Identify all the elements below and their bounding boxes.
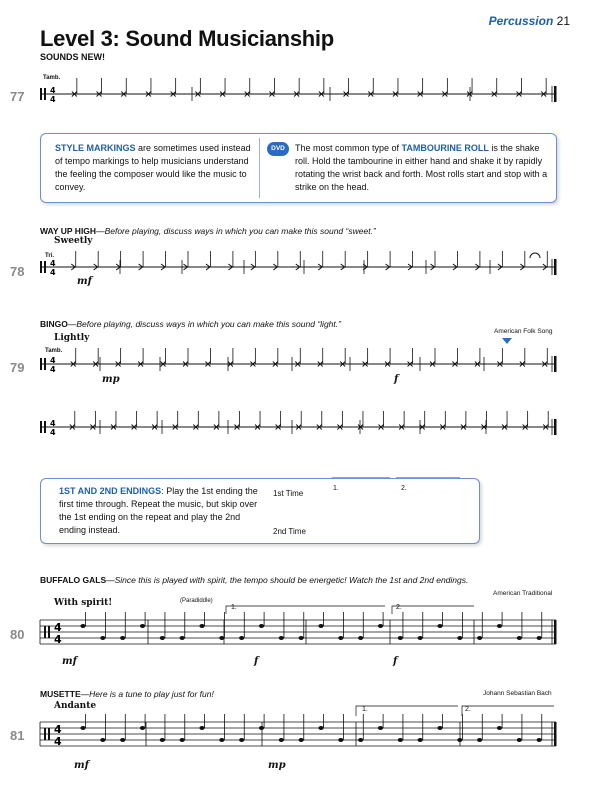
page-title: Level 3: Sound Musicianship bbox=[40, 26, 334, 51]
tambourine-roll-term: TAMBOURINE ROLL bbox=[401, 143, 489, 153]
second-time-label: 2nd Time bbox=[273, 527, 306, 536]
exercise-title-80 bbox=[40, 575, 468, 585]
box-divider bbox=[259, 138, 260, 198]
endings-text bbox=[59, 485, 269, 537]
final-barline-81 bbox=[554, 722, 557, 746]
tamb-text-after: is the shake roll. Hold the tambourine in either hand and shake it by rapidly rotating the wrist back and forth. Most rolls start and stop with a strike on the head. bbox=[295, 143, 548, 192]
page-number: 21 bbox=[556, 14, 570, 28]
composer-79: American Folk Song bbox=[494, 328, 553, 335]
notehead-80 bbox=[497, 624, 502, 628]
dynamic-79-f: f bbox=[394, 374, 399, 385]
ending-bracket-81-2 bbox=[462, 706, 554, 716]
notehead-80 bbox=[199, 624, 204, 628]
time-sig-78: 4 bbox=[50, 268, 56, 277]
time-sig-79b: 4 bbox=[50, 419, 56, 428]
notehead-80 bbox=[437, 624, 442, 628]
notehead-81 bbox=[199, 726, 204, 730]
tamb-text-before: The most common type of bbox=[295, 143, 402, 153]
dynamic-78: mf bbox=[77, 276, 92, 287]
paradiddle-annotation: (Paradiddle) bbox=[180, 598, 213, 604]
notehead-81 bbox=[517, 738, 522, 742]
ending-1-label: 1. bbox=[333, 485, 339, 492]
perc-clef-78 bbox=[40, 261, 42, 273]
style-markings-body: are sometimes used instead of tempo markings to help musicians understand the feeling the composer would like the music to convey. bbox=[55, 143, 251, 192]
time-sig-77: 4 bbox=[50, 95, 56, 104]
notehead-81 bbox=[239, 738, 244, 742]
tempo-78: Sweetly bbox=[54, 236, 93, 246]
notehead-81 bbox=[537, 738, 542, 742]
triangle-marker-icon bbox=[502, 338, 512, 344]
notehead-80 bbox=[477, 636, 482, 640]
notehead-80 bbox=[378, 624, 383, 628]
notehead-80 bbox=[358, 636, 363, 640]
notehead-80 bbox=[160, 636, 165, 640]
notehead-81 bbox=[259, 726, 264, 730]
song-title-79: BINGO bbox=[40, 319, 68, 329]
perc-clef-80 bbox=[44, 626, 46, 638]
instrument-label-78: Tri. bbox=[45, 253, 55, 259]
perc-clef-81 bbox=[44, 728, 46, 740]
notehead-81 bbox=[140, 726, 145, 730]
final-barline-79a bbox=[554, 356, 557, 372]
notehead-80 bbox=[259, 624, 264, 628]
perc-clef-79a bbox=[44, 358, 46, 370]
notehead-81 bbox=[100, 738, 105, 742]
notehead-81 bbox=[338, 738, 343, 742]
time-sig-80: 4 bbox=[54, 621, 62, 634]
song-desc-79: —Before playing, discuss ways in which you can make this sound “light.” bbox=[67, 319, 341, 329]
instrument-label-77: Tamb. bbox=[43, 75, 61, 81]
tempo-79: Lightly bbox=[54, 333, 90, 343]
endings-body: : Play the 1st ending the first time through. Repeat the music, but skip over the 1st ending on the repeat and play the 2nd ending instead. bbox=[59, 486, 258, 535]
dvd-icon: DVD bbox=[267, 142, 289, 156]
notehead-81 bbox=[80, 726, 85, 730]
notehead-81 bbox=[457, 738, 462, 742]
perc-clef-79b bbox=[40, 421, 42, 433]
notehead-81 bbox=[477, 738, 482, 742]
page-subtitle: SOUNDS NEW! bbox=[40, 52, 105, 62]
song-title-81: MUSETTE bbox=[40, 689, 81, 699]
notehead-80 bbox=[180, 636, 185, 640]
notehead-80 bbox=[537, 636, 542, 640]
song-desc-80: —Since this is played with spirit, the tempo should be energetic! Watch the 1st and 2nd endings. bbox=[106, 575, 469, 585]
perc-clef-77 bbox=[40, 88, 42, 100]
first-time-label: 1st Time bbox=[273, 489, 304, 498]
notehead-80 bbox=[219, 636, 224, 640]
notehead-81 bbox=[437, 726, 442, 730]
notehead-80 bbox=[100, 636, 105, 640]
composer-80: American Traditional bbox=[493, 590, 553, 597]
style-markings-box bbox=[40, 133, 557, 203]
notehead-80 bbox=[398, 636, 403, 640]
notehead-80 bbox=[318, 624, 323, 628]
notehead-81 bbox=[299, 738, 304, 742]
notehead-80 bbox=[279, 636, 284, 640]
perc-clef-79a bbox=[40, 358, 42, 370]
dynamic-81-mf: mf bbox=[74, 760, 89, 771]
time-sig-81: 4 bbox=[54, 735, 62, 748]
notehead-80 bbox=[140, 624, 145, 628]
dynamic-81-mp: mp bbox=[268, 760, 286, 771]
notehead-81 bbox=[219, 738, 224, 742]
tempo-81: Andante bbox=[54, 701, 97, 711]
perc-clef-78 bbox=[44, 261, 46, 273]
perc-clef-79b bbox=[44, 421, 46, 433]
perc-clef-77 bbox=[44, 88, 46, 100]
style-markings-term: STYLE MARKINGS bbox=[55, 143, 136, 153]
instrument-label-79: Tamb. bbox=[45, 348, 63, 354]
time-sig-80: 4 bbox=[54, 633, 62, 646]
composer-81: Johann Sebastian Bach bbox=[483, 690, 552, 697]
song-title-78: WAY UP HIGH bbox=[40, 226, 97, 236]
time-sig-79b: 4 bbox=[50, 428, 56, 437]
notehead-81 bbox=[180, 738, 185, 742]
exercise-number-77: 77 bbox=[10, 89, 25, 104]
ending-bracket-80-2 bbox=[392, 606, 474, 614]
notehead-80 bbox=[517, 636, 522, 640]
tempo-80: With spirit! bbox=[54, 598, 113, 608]
notehead-81 bbox=[378, 726, 383, 730]
exercise-number-79: 79 bbox=[10, 360, 25, 375]
ending-2-81: 2. bbox=[465, 706, 471, 713]
ending-2-label: 2. bbox=[401, 485, 407, 492]
song-desc-78: —Before playing, discuss ways in which you can make this sound “sweet.” bbox=[96, 226, 376, 236]
time-sig-79a: 4 bbox=[50, 365, 56, 374]
notehead-81 bbox=[418, 738, 423, 742]
time-sig-79a: 4 bbox=[50, 356, 56, 365]
notehead-81 bbox=[160, 738, 165, 742]
fermata-icon bbox=[530, 253, 540, 258]
exercise-title-78 bbox=[40, 226, 376, 236]
ending-1-81: 1. bbox=[362, 706, 368, 713]
dynamic-80-f1: f bbox=[254, 656, 259, 667]
time-sig-77: 4 bbox=[50, 86, 56, 95]
endings-box bbox=[40, 478, 480, 544]
time-sig-81: 4 bbox=[54, 723, 62, 736]
ending-bracket-80-1 bbox=[226, 606, 385, 614]
notehead-81 bbox=[497, 726, 502, 730]
endings-heading: 1ST AND 2ND ENDINGS bbox=[59, 486, 162, 496]
song-desc-81: —Here is a tune to play just for fun! bbox=[80, 689, 214, 699]
ending-1-80: 1. bbox=[231, 604, 237, 611]
ending-2-80: 2. bbox=[396, 604, 402, 611]
final-barline-80 bbox=[554, 620, 557, 644]
notehead-81 bbox=[398, 738, 403, 742]
style-markings-text bbox=[55, 142, 255, 194]
notehead-80 bbox=[120, 636, 125, 640]
tambourine-roll-text bbox=[295, 142, 555, 194]
exercise-number-81: 81 bbox=[10, 728, 25, 743]
notehead-81 bbox=[358, 738, 363, 742]
exercise-title-81 bbox=[40, 689, 214, 699]
time-sig-78: 4 bbox=[50, 259, 56, 268]
notehead-80 bbox=[80, 624, 85, 628]
perc-clef-81 bbox=[48, 728, 50, 740]
exercise-number-78: 78 bbox=[10, 264, 25, 279]
final-barline-79b bbox=[554, 419, 557, 435]
dynamic-79-mp: mp bbox=[102, 374, 120, 385]
notehead-81 bbox=[279, 738, 284, 742]
notehead-80 bbox=[239, 636, 244, 640]
exercise-number-80: 80 bbox=[10, 627, 25, 642]
notehead-81 bbox=[120, 738, 125, 742]
book-title: Percussion bbox=[488, 14, 554, 28]
notehead-81 bbox=[318, 726, 323, 730]
song-title-80: BUFFALO GALS bbox=[40, 575, 107, 585]
dynamic-80-f2: f bbox=[393, 656, 398, 667]
perc-clef-80 bbox=[48, 626, 50, 638]
notehead-80 bbox=[338, 636, 343, 640]
final-barline-78 bbox=[554, 259, 557, 275]
notehead-80 bbox=[418, 636, 423, 640]
exercise-title-79 bbox=[40, 319, 341, 329]
final-barline-77 bbox=[554, 86, 557, 102]
notehead-80 bbox=[299, 636, 304, 640]
notehead-80 bbox=[457, 636, 462, 640]
dynamic-80-mf: mf bbox=[62, 656, 77, 667]
